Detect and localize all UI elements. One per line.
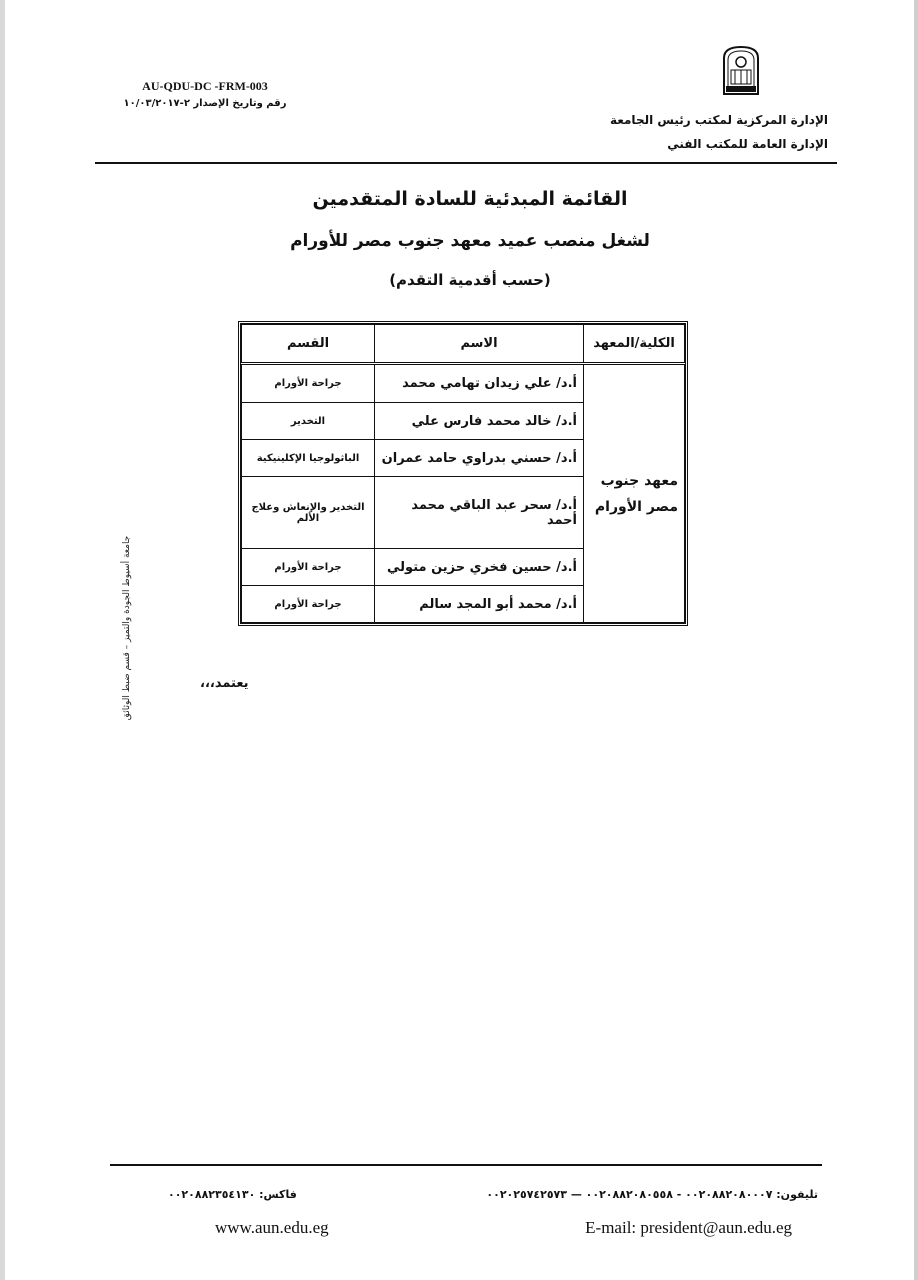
footer-divider [110,1164,822,1166]
org-line-1: الإدارة المركزية لمكتب رئيس الجامعة [609,113,828,127]
applicants-table [238,321,688,626]
side-margin-note: جامعة أسيوط الجودة والتميز – قسم ضبط الوثائق [122,535,132,721]
applicant-name: أ.د/ محمد أبو المجد سالم [375,586,584,623]
applicant-name: أ.د/ علي زيدان تهامي محمد [375,364,584,403]
fax-number: فاكس: ٠٠٢٠٨٨٢٣٥٤١٣٠ [168,1188,297,1201]
header-divider [95,162,837,164]
applicant-department: التخدير [242,403,375,440]
page-edge [0,0,5,1280]
form-code: AU-QDU-DC -FRM-003 [142,79,268,93]
form-code-block [120,79,290,109]
org-line-2: الإدارة العامة للمكتب الفني [667,137,828,151]
org-block [610,108,828,156]
institute-cell: معهد جنوب مصر الأورام [584,364,685,623]
issue-info: رقم وتاريخ الإصدار ٢-١٠/٠٣/٢٠١٧ [123,98,287,109]
approval-text: يعتمد،،، [200,676,249,691]
applicant-department: جراحة الأورام [242,586,375,623]
applicant-department: التخدير والإنعاش وعلاج الألم [242,477,375,549]
table-row [242,364,685,403]
applicant-department: جراحة الأورام [242,364,375,403]
applicant-name: أ.د/ حسني بدراوي حامد عمران [375,440,584,477]
header-institute: الكلية/المعهد [584,325,685,364]
assiut-university-logo [720,44,762,96]
applicant-department: الباثولوجيا الإكلينيكية [242,440,375,477]
page-subtitle: لشغل منصب عميد معهد جنوب مصر للأورام [290,231,650,251]
applicant-department: جراحة الأورام [242,549,375,586]
header-name: الاسم [375,325,584,364]
website-link[interactable]: www.aun.edu.eg [215,1218,329,1237]
phone-numbers: تليفون: ٠٠٢٠٨٨٢٠٨٠٠٠٧ - ٠٠٢٠٨٨٢٠٨٠٥٥٨ — ٠٠٢٠٢٥٧٤٢٥٧٣ [486,1188,818,1201]
applicant-name: أ.د/ سحر عبد الباقي محمد أحمد [375,477,584,549]
table-header-row [242,325,685,364]
applicant-name: أ.د/ خالد محمد فارس علي [375,403,584,440]
page-title: القائمة المبدئية للسادة المتقدمين [312,188,628,210]
applicant-name: أ.د/ حسين فخري حزين متولي [375,549,584,586]
email-address[interactable]: E-mail: president@aun.edu.eg [585,1218,792,1237]
ordering-note: (حسب أقدمية التقدم) [389,271,551,289]
header-department: القسم [242,325,375,364]
page-edge [914,0,918,1280]
